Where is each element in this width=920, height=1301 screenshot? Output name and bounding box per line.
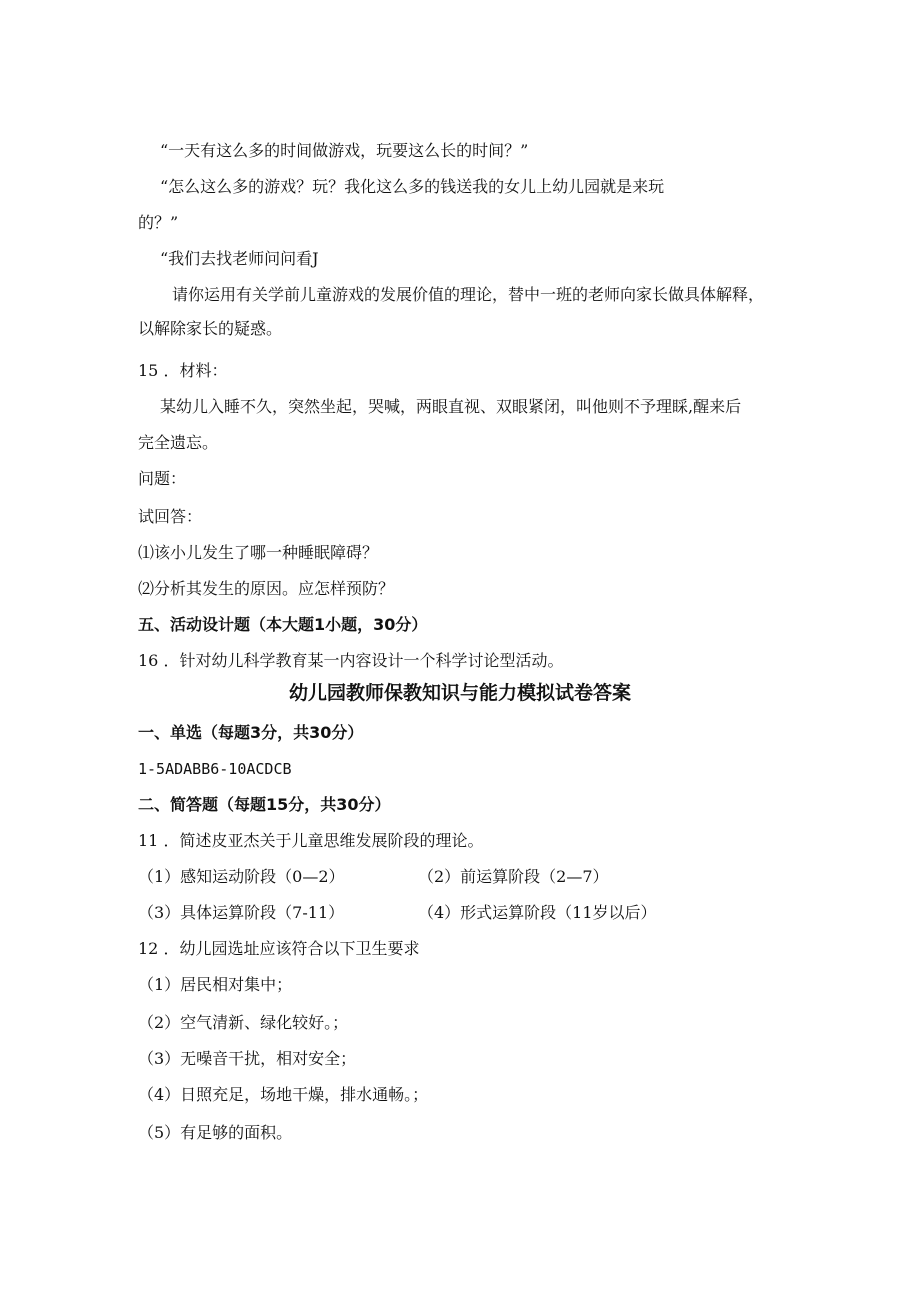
q15-sub-question-2: ⑵分析其发生的原因。应怎样预防？ <box>138 579 395 598</box>
q11-text: 11 ．简述皮亚杰关于儿童思维发展阶段的理论。 <box>138 831 484 850</box>
answers-title: 幼儿园教师保教知识与能力模拟试卷答案 <box>288 682 631 704</box>
q12-text: 12 ．幼儿园选址应该符合以下卫生要求 <box>138 939 420 958</box>
answers-section1-heading: 一、单选（每题3分，共30分） <box>138 723 364 742</box>
q12-item-2: （2）空气清新、绿化较好。； <box>138 1013 349 1032</box>
q15-answer-prompt: 试回答： <box>138 507 203 526</box>
q15-question-label: 问题： <box>138 469 187 488</box>
answers-section2-heading: 二、简答题（每题15分，共30分） <box>138 795 391 814</box>
material-quote-1: “一天有这么多的时间做游戏，玩要这么长的时间？” <box>160 141 529 160</box>
material-quote-2-cont: 的？” <box>138 213 179 232</box>
q12-item-4: （4）日照充足，场地干燥，排水通畅。； <box>138 1085 429 1104</box>
q11-stage-4: （4）形式运算阶段（11岁以后） <box>418 903 657 922</box>
q11-stage-1: （1）感知运动阶段（0—2） <box>138 867 345 886</box>
q15-text-cont: 完全遗忘。 <box>138 433 219 452</box>
q15-sub-question-1: ⑴该小儿发生了哪一种睡眠障碍？ <box>138 543 379 562</box>
q11-stage-2: （2）前运算阶段（2—7） <box>418 867 609 886</box>
q12-item-1: （1）居民相对集中； <box>138 975 293 994</box>
material-task: 请你运用有关学前儿童游戏的发展价值的理论，替中一班的老师向家长做具体解释， <box>172 285 765 304</box>
q12-item-3: （3）无噪音干扰，相对安全； <box>138 1049 357 1068</box>
section5-heading: 五、活动设计题（本大题1小题，30分） <box>138 615 428 634</box>
material-task-cont: 以解除家长的疑惑。 <box>138 319 283 338</box>
answers-section1-key: 1-5ADABB6-10ACDCB <box>138 760 292 778</box>
q12-item-5: （5）有足够的面积。 <box>138 1123 293 1142</box>
q11-stage-3: （3）具体运算阶段（7-11） <box>138 903 345 922</box>
q16-text: 16 ．针对幼儿科学教育某一内容设计一个科学讨论型活动。 <box>138 651 564 670</box>
q15-text: 某幼儿入睡不久，突然坐起，哭喊，两眼直视、双眼紧闭，叫他则不予理睬,醒来后 <box>160 397 742 416</box>
q15-heading: 15 ．材料： <box>138 361 228 380</box>
material-quote-3: “我们去找老师问问看J <box>160 249 319 268</box>
material-quote-2: “怎么这么多的游戏？玩？我化这么多的钱送我的女儿上幼儿园就是来玩 <box>160 177 665 196</box>
